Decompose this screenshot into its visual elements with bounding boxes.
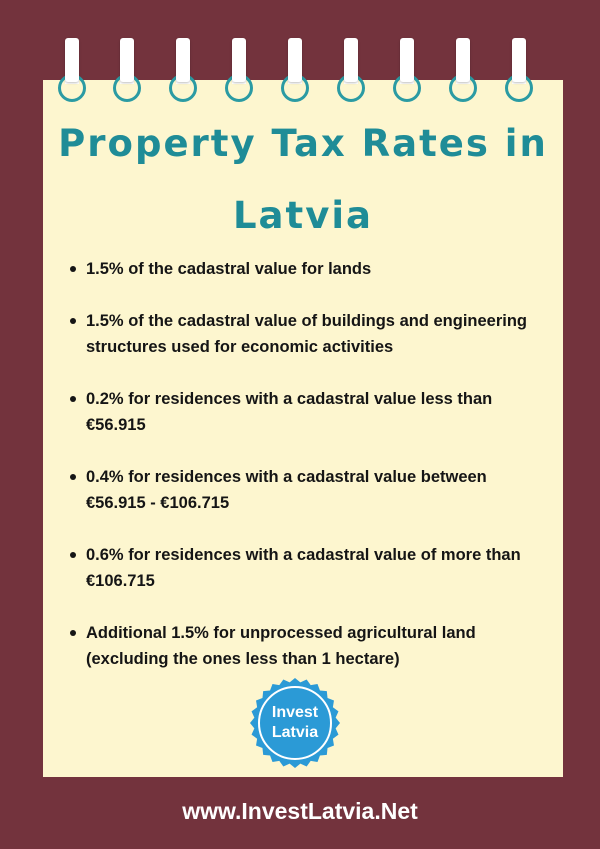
spiral-ring (169, 38, 197, 102)
list-item (70, 386, 550, 438)
list-item (70, 256, 550, 282)
list-item-text: 0.6% for residences with a cadastral value of more than €106.715 (86, 546, 521, 590)
invest-latvia-badge (249, 677, 341, 769)
list-item (70, 464, 550, 516)
spiral-ring (505, 38, 533, 102)
list-item-text: 0.2% for residences with a cadastral value less than €56.915 (86, 390, 493, 434)
bullet-icon (70, 630, 76, 636)
badge-line-1: Invest (271, 704, 319, 721)
bullet-icon (70, 396, 76, 402)
list-item (70, 308, 550, 360)
spiral-ring (281, 38, 309, 102)
list-item-text: 1.5% of the cadastral value of buildings and engineering structures used for economic activities (86, 312, 528, 356)
spiral-binding (43, 0, 563, 110)
list-item (70, 542, 550, 594)
footer-url[interactable]: www.InvestLatvia.Net (182, 798, 418, 824)
bullet-icon (70, 318, 76, 324)
list-item-text: Additional 1.5% for unprocessed agricultural land (excluding the ones less than 1 hectare) (86, 624, 476, 668)
list-item (70, 620, 550, 672)
spiral-ring (113, 38, 141, 102)
badge-line-2: Latvia (271, 724, 319, 741)
list-item-text: 0.4% for residences with a cadastral value between €56.915 - €106.715 (86, 468, 487, 512)
spiral-ring (393, 38, 421, 102)
bullet-icon (70, 552, 76, 558)
title-line-2: Latvia (232, 194, 373, 237)
page-title (43, 108, 563, 252)
spiral-ring (225, 38, 253, 102)
spiral-ring (337, 38, 365, 102)
title-line-1: Property Tax Rates in (58, 122, 548, 165)
spiral-ring (449, 38, 477, 102)
bullet-icon (70, 266, 76, 272)
list-item-text: 1.5% of the cadastral value for lands (86, 260, 372, 278)
bullet-icon (70, 474, 76, 480)
tax-rate-list (70, 256, 550, 698)
badge-text (249, 703, 341, 743)
spiral-ring (58, 38, 86, 102)
